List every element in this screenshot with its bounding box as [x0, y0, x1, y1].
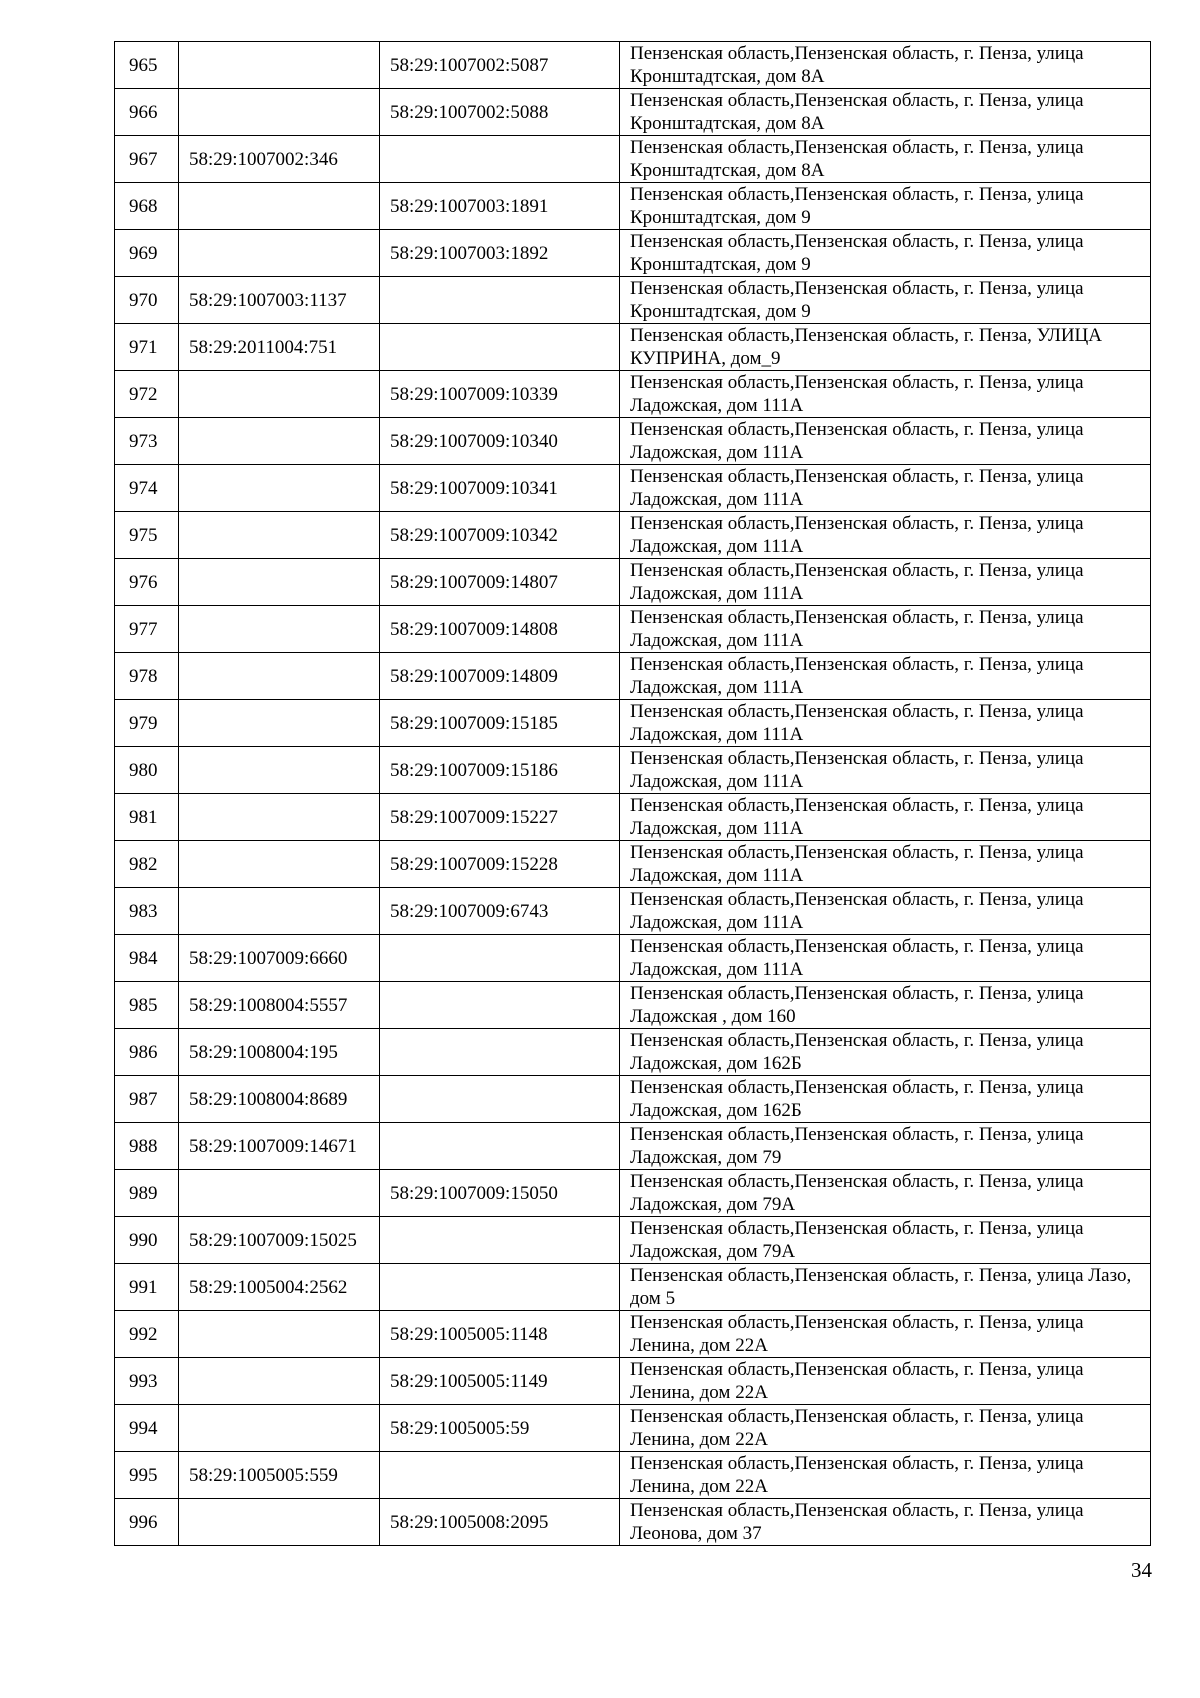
table-row — [115, 465, 1151, 512]
address-cell: Пензенская область,Пензенская область, г. Пенза, улица Ладожская, дом 111А — [620, 653, 1151, 700]
table-row — [115, 371, 1151, 418]
address-cell: Пензенская область,Пензенская область, г. Пенза, улица Ладожская, дом 111А — [620, 747, 1151, 794]
land-cadastral-number-cell: 58:29:1005005:559 — [179, 1452, 380, 1499]
row-number-cell: 991 — [115, 1264, 179, 1311]
table-row — [115, 606, 1151, 653]
page-number: 34 — [1131, 1558, 1152, 1582]
building-cadastral-number-cell: 58:29:1007009:15227 — [380, 794, 620, 841]
table-row — [115, 418, 1151, 465]
row-number-cell: 982 — [115, 841, 179, 888]
building-cadastral-number-cell: 58:29:1007009:14808 — [380, 606, 620, 653]
building-cadastral-number-cell: 58:29:1007009:15050 — [380, 1170, 620, 1217]
address-cell: Пензенская область,Пензенская область, г. Пенза, улица Ленина, дом 22А — [620, 1452, 1151, 1499]
table-row — [115, 1029, 1151, 1076]
land-cadastral-number-cell: 58:29:1005004:2562 — [179, 1264, 380, 1311]
building-cadastral-number-cell: 58:29:1007009:14809 — [380, 653, 620, 700]
land-cadastral-number-cell: 58:29:1008004:195 — [179, 1029, 380, 1076]
row-number-cell: 976 — [115, 559, 179, 606]
table-row — [115, 230, 1151, 277]
table-row — [115, 982, 1151, 1029]
land-cadastral-number-cell: 58:29:1007009:6660 — [179, 935, 380, 982]
row-number-cell: 983 — [115, 888, 179, 935]
row-number-cell: 990 — [115, 1217, 179, 1264]
land-cadastral-number-cell — [179, 606, 380, 653]
building-cadastral-number-cell: 58:29:1007009:15228 — [380, 841, 620, 888]
row-number-cell: 979 — [115, 700, 179, 747]
table-row — [115, 1123, 1151, 1170]
table-row — [115, 324, 1151, 371]
building-cadastral-number-cell: 58:29:1007002:5087 — [380, 42, 620, 89]
address-cell: Пензенская область,Пензенская область, г. Пенза, улица Кронштадтская, дом 8А — [620, 136, 1151, 183]
row-number-cell: 975 — [115, 512, 179, 559]
building-cadastral-number-cell — [380, 1217, 620, 1264]
land-cadastral-number-cell — [179, 1499, 380, 1546]
row-number-cell: 986 — [115, 1029, 179, 1076]
address-cell: Пензенская область,Пензенская область, г. Пенза, улица Ладожская, дом 111А — [620, 465, 1151, 512]
row-number-cell: 977 — [115, 606, 179, 653]
row-number-cell: 972 — [115, 371, 179, 418]
land-cadastral-number-cell — [179, 465, 380, 512]
table-row — [115, 1311, 1151, 1358]
building-cadastral-number-cell: 58:29:1007009:14807 — [380, 559, 620, 606]
address-cell: Пензенская область,Пензенская область, г. Пенза, улица Кронштадтская, дом 8А — [620, 42, 1151, 89]
table-row — [115, 1405, 1151, 1452]
land-cadastral-number-cell — [179, 418, 380, 465]
table-row — [115, 935, 1151, 982]
land-cadastral-number-cell — [179, 1358, 380, 1405]
land-cadastral-number-cell — [179, 1311, 380, 1358]
land-cadastral-number-cell — [179, 42, 380, 89]
row-number-cell: 966 — [115, 89, 179, 136]
building-cadastral-number-cell — [380, 982, 620, 1029]
address-cell: Пензенская область,Пензенская область, г. Пенза, улица Ладожская, дом 111А — [620, 371, 1151, 418]
land-cadastral-number-cell: 58:29:2011004:751 — [179, 324, 380, 371]
building-cadastral-number-cell — [380, 136, 620, 183]
address-cell: Пензенская область,Пензенская область, г. Пенза, улица Ладожская, дом 79А — [620, 1170, 1151, 1217]
building-cadastral-number-cell — [380, 1452, 620, 1499]
address-cell: Пензенская область,Пензенская область, г. Пенза, улица Кронштадтская, дом 8А — [620, 89, 1151, 136]
row-number-cell: 987 — [115, 1076, 179, 1123]
land-cadastral-number-cell: 58:29:1007009:14671 — [179, 1123, 380, 1170]
land-cadastral-number-cell: 58:29:1008004:8689 — [179, 1076, 380, 1123]
land-cadastral-number-cell — [179, 230, 380, 277]
building-cadastral-number-cell: 58:29:1007009:10341 — [380, 465, 620, 512]
building-cadastral-number-cell — [380, 1123, 620, 1170]
row-number-cell: 965 — [115, 42, 179, 89]
address-cell: Пензенская область,Пензенская область, г. Пенза, улица Ленина, дом 22А — [620, 1311, 1151, 1358]
land-cadastral-number-cell: 58:29:1008004:5557 — [179, 982, 380, 1029]
table-row — [115, 183, 1151, 230]
address-cell: Пензенская область,Пензенская область, г. Пенза, улица Ленина, дом 22А — [620, 1358, 1151, 1405]
row-number-cell: 988 — [115, 1123, 179, 1170]
table-row — [115, 42, 1151, 89]
row-number-cell: 994 — [115, 1405, 179, 1452]
address-cell: Пензенская область,Пензенская область, г. Пенза, улица Ладожская, дом 111А — [620, 559, 1151, 606]
building-cadastral-number-cell: 58:29:1007003:1892 — [380, 230, 620, 277]
table-row — [115, 841, 1151, 888]
row-number-cell: 971 — [115, 324, 179, 371]
building-cadastral-number-cell: 58:29:1005005:1148 — [380, 1311, 620, 1358]
table-row — [115, 1076, 1151, 1123]
land-cadastral-number-cell: 58:29:1007003:1137 — [179, 277, 380, 324]
registry-table-body — [115, 42, 1151, 1546]
land-cadastral-number-cell: 58:29:1007002:346 — [179, 136, 380, 183]
land-cadastral-number-cell — [179, 794, 380, 841]
registry-table — [114, 41, 1151, 1546]
address-cell: Пензенская область,Пензенская область, г. Пенза, улица Ладожская, дом 111А — [620, 700, 1151, 747]
building-cadastral-number-cell: 58:29:1005005:1149 — [380, 1358, 620, 1405]
building-cadastral-number-cell: 58:29:1007009:15186 — [380, 747, 620, 794]
address-cell: Пензенская область,Пензенская область, г. Пенза, улица Ленина, дом 22А — [620, 1405, 1151, 1452]
building-cadastral-number-cell — [380, 1029, 620, 1076]
address-cell: Пензенская область,Пензенская область, г. Пенза, улица Ладожская, дом 111А — [620, 418, 1151, 465]
table-row — [115, 1358, 1151, 1405]
row-number-cell: 981 — [115, 794, 179, 841]
table-row — [115, 1499, 1151, 1546]
address-cell: Пензенская область,Пензенская область, г. Пенза, улица Ладожская, дом 162Б — [620, 1029, 1151, 1076]
row-number-cell: 993 — [115, 1358, 179, 1405]
row-number-cell: 980 — [115, 747, 179, 794]
building-cadastral-number-cell: 58:29:1007009:10340 — [380, 418, 620, 465]
land-cadastral-number-cell — [179, 1170, 380, 1217]
address-cell: Пензенская область,Пензенская область, г. Пенза, улица Кронштадтская, дом 9 — [620, 277, 1151, 324]
address-cell: Пензенская область,Пензенская область, г. Пенза, улица Ладожская, дом 111А — [620, 606, 1151, 653]
building-cadastral-number-cell: 58:29:1007009:15185 — [380, 700, 620, 747]
land-cadastral-number-cell — [179, 89, 380, 136]
building-cadastral-number-cell — [380, 1264, 620, 1311]
table-row — [115, 653, 1151, 700]
row-number-cell: 970 — [115, 277, 179, 324]
land-cadastral-number-cell — [179, 653, 380, 700]
building-cadastral-number-cell — [380, 277, 620, 324]
address-cell: Пензенская область,Пензенская область, г. Пенза, улица Ладожская , дом 160 — [620, 982, 1151, 1029]
address-cell: Пензенская область,Пензенская область, г. Пенза, улица Ладожская, дом 111А — [620, 888, 1151, 935]
building-cadastral-number-cell — [380, 935, 620, 982]
row-number-cell: 967 — [115, 136, 179, 183]
row-number-cell: 974 — [115, 465, 179, 512]
row-number-cell: 973 — [115, 418, 179, 465]
land-cadastral-number-cell — [179, 747, 380, 794]
land-cadastral-number-cell — [179, 1405, 380, 1452]
row-number-cell: 984 — [115, 935, 179, 982]
address-cell: Пензенская область,Пензенская область, г. Пенза, улица Ладожская, дом 79 — [620, 1123, 1151, 1170]
address-cell: Пензенская область,Пензенская область, г. Пенза, улица Лазо, дом 5 — [620, 1264, 1151, 1311]
land-cadastral-number-cell: 58:29:1007009:15025 — [179, 1217, 380, 1264]
building-cadastral-number-cell: 58:29:1007009:10342 — [380, 512, 620, 559]
building-cadastral-number-cell: 58:29:1007002:5088 — [380, 89, 620, 136]
table-row — [115, 559, 1151, 606]
table-row — [115, 1452, 1151, 1499]
building-cadastral-number-cell: 58:29:1005008:2095 — [380, 1499, 620, 1546]
row-number-cell: 989 — [115, 1170, 179, 1217]
land-cadastral-number-cell — [179, 841, 380, 888]
land-cadastral-number-cell — [179, 371, 380, 418]
address-cell: Пензенская область,Пензенская область, г. Пенза, улица Ладожская, дом 111А — [620, 512, 1151, 559]
table-row — [115, 794, 1151, 841]
building-cadastral-number-cell: 58:29:1007009:10339 — [380, 371, 620, 418]
building-cadastral-number-cell: 58:29:1007003:1891 — [380, 183, 620, 230]
building-cadastral-number-cell: 58:29:1005005:59 — [380, 1405, 620, 1452]
land-cadastral-number-cell — [179, 559, 380, 606]
table-row — [115, 700, 1151, 747]
row-number-cell: 995 — [115, 1452, 179, 1499]
row-number-cell: 985 — [115, 982, 179, 1029]
address-cell: Пензенская область,Пензенская область, г. Пенза, улица Ладожская, дом 162Б — [620, 1076, 1151, 1123]
table-row — [115, 277, 1151, 324]
land-cadastral-number-cell — [179, 700, 380, 747]
address-cell: Пензенская область,Пензенская область, г. Пенза, УЛИЦА КУПРИНА, дом_9 — [620, 324, 1151, 371]
row-number-cell: 978 — [115, 653, 179, 700]
row-number-cell: 969 — [115, 230, 179, 277]
address-cell: Пензенская область,Пензенская область, г. Пенза, улица Ладожская, дом 79А — [620, 1217, 1151, 1264]
address-cell: Пензенская область,Пензенская область, г. Пенза, улица Ладожская, дом 111А — [620, 841, 1151, 888]
table-row — [115, 747, 1151, 794]
address-cell: Пензенская область,Пензенская область, г. Пенза, улица Ладожская, дом 111А — [620, 794, 1151, 841]
building-cadastral-number-cell — [380, 1076, 620, 1123]
row-number-cell: 996 — [115, 1499, 179, 1546]
address-cell: Пензенская область,Пензенская область, г. Пенза, улица Ладожская, дом 111А — [620, 935, 1151, 982]
land-cadastral-number-cell — [179, 183, 380, 230]
land-cadastral-number-cell — [179, 512, 380, 559]
address-cell: Пензенская область,Пензенская область, г. Пенза, улица Кронштадтская, дом 9 — [620, 230, 1151, 277]
building-cadastral-number-cell: 58:29:1007009:6743 — [380, 888, 620, 935]
table-row — [115, 136, 1151, 183]
row-number-cell: 992 — [115, 1311, 179, 1358]
address-cell: Пензенская область,Пензенская область, г. Пенза, улица Леонова, дом 37 — [620, 1499, 1151, 1546]
table-row — [115, 512, 1151, 559]
building-cadastral-number-cell — [380, 324, 620, 371]
table-row — [115, 1264, 1151, 1311]
row-number-cell: 968 — [115, 183, 179, 230]
address-cell: Пензенская область,Пензенская область, г. Пенза, улица Кронштадтская, дом 9 — [620, 183, 1151, 230]
land-cadastral-number-cell — [179, 888, 380, 935]
table-row — [115, 1170, 1151, 1217]
table-row — [115, 1217, 1151, 1264]
table-row — [115, 89, 1151, 136]
table-row — [115, 888, 1151, 935]
